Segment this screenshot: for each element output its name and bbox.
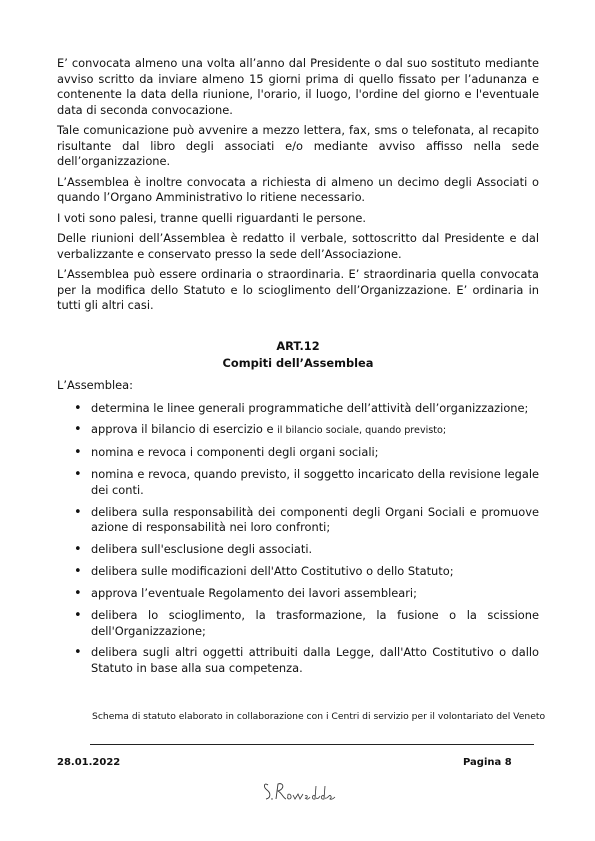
page-number: Pagina 8 [463, 757, 512, 768]
list-item: • delibera lo scioglimento, la trasformazione, la fusione o la scissione dell'Organizzazione; [57, 608, 539, 639]
footer-note: Schema di statuto elaborato in collaborazione con i Centri di servizio per il volontariato del Veneto [92, 711, 546, 722]
list-item-main: approva il bilancio di esercizio e [91, 422, 278, 437]
list-item [57, 422, 539, 439]
paragraph-communication: Tale comunicazione può avvenire a mezzo lettera, fax, sms o telefonata, al recapito risultante dal libro degli associati e/o mediante avviso affisso nella sede dell’organizzazione. [57, 123, 539, 169]
article-intro: L’Assemblea: [57, 378, 133, 392]
list-item: • approva l’eventuale Regolamento dei lavori assembleari; [57, 586, 539, 602]
article-body [57, 378, 539, 683]
paragraph-votes: I voti sono palesi, tranne quelli riguardanti le persone. [57, 210, 367, 225]
list-item: • delibera sugli altri oggetti attribuiti dalla Legge, dall'Atto Costitutivo o dallo Statuto in base alla sua competenza. [57, 645, 539, 676]
handwritten-signature [262, 776, 336, 806]
footer-date: 28.01.2022 [57, 757, 121, 768]
list-item: • determina le linee generali programmatiche dell’attività dell’organizzazione; [57, 401, 539, 417]
footer-divider [90, 744, 534, 745]
list-item: • delibera sull'esclusione degli associati. [57, 542, 539, 558]
paragraph-types: L’Assemblea può essere ordinaria o straordinaria. E’ straordinaria quella convocata per la modifica dello Statuto e lo scioglimento dell’Organizzazione. E’ ordinaria in tutti gli altri casi. [57, 267, 539, 313]
article-title: Compiti dell’Assemblea [222, 356, 374, 370]
list-item: • delibera sulle modificazioni dell'Atto Costitutivo o dello Statuto; [57, 564, 539, 580]
article-number: ART.12 [276, 339, 320, 353]
body-section [57, 56, 539, 319]
duties-list [57, 401, 539, 677]
paragraph-request: L’Assemblea è inoltre convocata a richiesta di almeno un decimo degli Associati o quando l’Organo Amministrativo lo ritiene necessario. [57, 174, 539, 205]
list-item: • nomina e revoca i componenti degli organi sociali; [57, 445, 539, 461]
paragraph-convocation: E’ convocata almeno una volta all’anno dal Presidente o dal suo sostituto mediante avviso scritto da inviare almeno 15 giorni prima di quello fissato per l’adunanza e contenente la data della riunione, l'orario, il luogo, l'ordine del giorno e l'eventuale data di seconda convocazione. [57, 56, 539, 117]
list-item-small-text: il bilancio sociale, quando previsto; [277, 425, 447, 437]
list-item: • delibera sulla responsabilità dei componenti degli Organi Sociali e promuove azione di responsabilità nei loro confronti; [57, 505, 539, 536]
article-section [57, 338, 539, 372]
list-item: • nomina e revoca, quando previsto, il soggetto incaricato della revisione legale dei conti. [57, 467, 539, 498]
paragraph-minutes: Delle riunioni dell’Assemblea è redatto il verbale, sottoscritto dal Presidente e dal verbalizzante e conservato presso la sede dell’Associazione. [57, 231, 539, 261]
